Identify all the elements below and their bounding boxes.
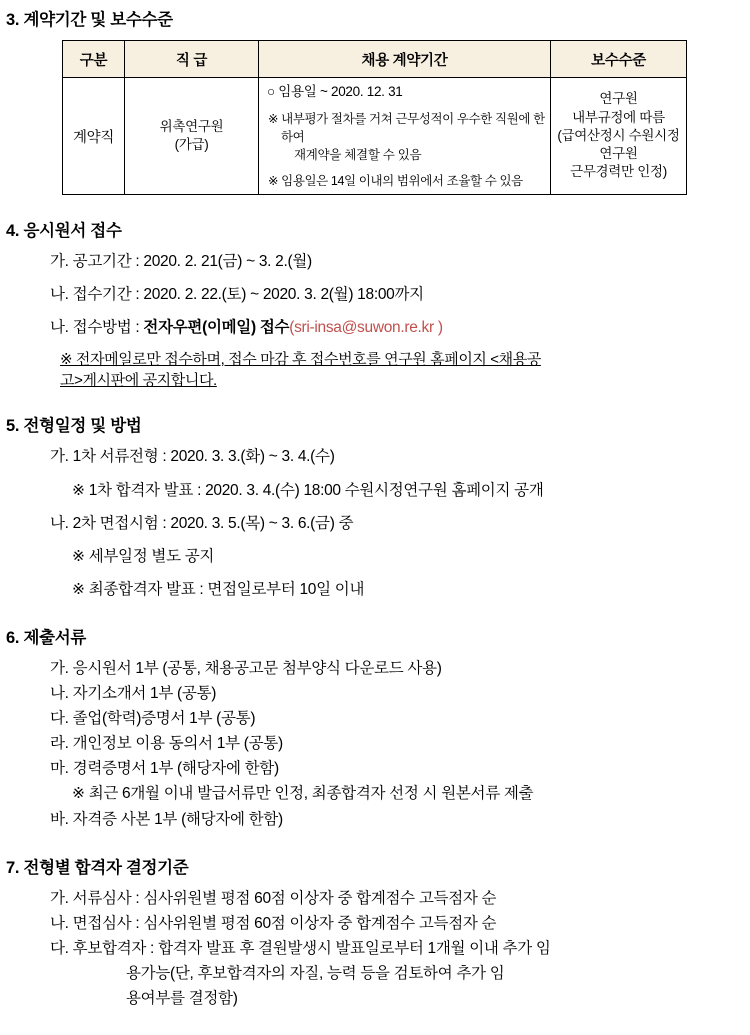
table-header-grade: 직 급 xyxy=(125,41,259,78)
contract-table xyxy=(62,40,687,195)
section4-note-line2: 고>게시판에 공지합니다. xyxy=(60,372,217,390)
table-header-type: 구분 xyxy=(63,41,125,78)
spacer xyxy=(0,307,750,315)
section-4-title: 응시원서 접수 xyxy=(23,222,122,241)
section5-item-1: ※ 1차 합격자 발표 : 2020. 3. 4.(수) 18:00 수원시정연구원 홈페이지 공개 xyxy=(72,481,544,499)
section7-item-3: 용가능(단, 후보합격자의 자질, 능력 등을 검토하여 추가 임 xyxy=(126,965,505,983)
section7-item-2: 다. 후보합격자 : 합격자 발표 후 결원발생시 발표일로부터 1개월 이내 추가 임 xyxy=(50,939,551,957)
section-4-number: 4. xyxy=(6,222,20,241)
section-heading-3 xyxy=(0,0,750,30)
section5-item-0: 가. 1차 서류전형 : 2020. 3. 3.(화) ~ 3. 4.(수) xyxy=(50,448,335,466)
section5-item-4: ※ 최종합격자 발표 : 면접일로부터 10일 이내 xyxy=(72,580,365,598)
spacer xyxy=(0,536,750,544)
section5-item-3: ※ 세부일정 별도 공지 xyxy=(72,547,215,565)
section7-item-4: 용여부를 결정함) xyxy=(126,990,238,1008)
section4-note-line1: ※ 전자메일로만 접수하며, 접수 마감 후 접수번호를 연구원 홈페이지 <채용공 xyxy=(60,351,541,369)
spacer xyxy=(0,648,750,656)
section-5-title: 전형일정 및 방법 xyxy=(23,417,142,436)
section4-method-prefix: 나. 접수방법 : xyxy=(50,319,144,337)
section6-item-5: ※ 최근 6개월 이내 발급서류만 인정, 최종합격자 선정 시 원본서류 제출 xyxy=(72,785,534,803)
spacer xyxy=(0,241,750,249)
section-6-number: 6. xyxy=(6,628,20,647)
spacer xyxy=(0,390,750,412)
section-6-title: 제출서류 xyxy=(23,628,87,647)
spacer xyxy=(0,569,750,577)
cell-pay-line1: 연구원 xyxy=(599,91,638,107)
section4-item-0: 가. 공고기간 : 2020. 2. 21(금) ~ 3. 2.(월) xyxy=(50,253,312,271)
section-5-number: 5. xyxy=(6,417,20,436)
spacer xyxy=(0,878,750,886)
section-heading-6 xyxy=(0,624,750,648)
section6-item-4: 마. 경력증명서 1부 (해당자에 한함) xyxy=(50,760,279,778)
cell-pay xyxy=(551,78,687,195)
section6-item-3: 라. 개인정보 이용 동의서 1부 (공통) xyxy=(50,735,283,753)
cell-grade-line2: (가급) xyxy=(174,137,209,153)
section6-item-0: 가. 응시원서 1부 (공통, 채용공고문 첨부양식 다운로드 사용) xyxy=(50,659,442,677)
spacer xyxy=(267,164,548,172)
spacer xyxy=(0,503,750,511)
section4-note xyxy=(0,348,750,390)
spacer xyxy=(0,832,750,854)
table-header-period: 채용 계약기간 xyxy=(259,41,551,78)
section6-item-2: 다. 졸업(학력)증명서 1부 (공통) xyxy=(50,710,256,728)
section4-method-bold: 전자우편(이메일) 접수 xyxy=(143,319,290,337)
cell-period-note2: ※ 임용일은 14일 이내의 범위에서 조율할 수 있음 xyxy=(268,173,523,188)
section-7-title: 전형별 합격자 결정기준 xyxy=(23,858,189,877)
table-header-row xyxy=(63,41,687,78)
section-7-number: 7. xyxy=(6,858,20,877)
spacer xyxy=(0,602,750,624)
section6-item-6: 바. 자격증 사본 1부 (해당자에 한함) xyxy=(50,810,283,828)
section5-item-2: 나. 2차 면접시험 : 2020. 3. 5.(목) ~ 3. 6.(금) 중 xyxy=(50,514,354,532)
cell-pay-line4: 근무경력만 인정) xyxy=(570,164,667,180)
cell-grade-line1: 위촉연구원 xyxy=(159,118,224,134)
cell-pay-line2: 내부규정에 따름 xyxy=(572,109,665,125)
spacer xyxy=(0,436,750,444)
section-heading-4 xyxy=(0,217,750,241)
section-3-number: 3. xyxy=(6,11,20,29)
table-row xyxy=(63,78,687,195)
spacer xyxy=(267,102,548,110)
cell-period xyxy=(259,78,551,195)
section4-item-1: 나. 접수기간 : 2020. 2. 22.(토) ~ 2020. 3. 2(월) 18:00까지 xyxy=(50,286,424,304)
spacer xyxy=(0,470,750,478)
cell-period-main: ○ 임용일 ~ 2020. 12. 31 xyxy=(267,84,403,99)
spacer xyxy=(0,195,750,217)
spacer xyxy=(0,274,750,282)
section-3-title: 계약기간 및 보수수준 xyxy=(23,11,173,29)
cell-period-note1-line1: ※ 내부평가 절차를 거쳐 근무성적이 우수한 직원에 한하여 xyxy=(268,111,545,144)
section7-item-1: 나. 면접심사 : 심사위원별 평점 60점 이상자 중 합계점수 고득점자 순 xyxy=(50,914,497,932)
section-heading-5 xyxy=(0,412,750,436)
section7-item-0: 가. 서류심사 : 심사위원별 평점 60점 이상자 중 합계점수 고득점자 순 xyxy=(50,889,497,907)
application-email[interactable]: (sri-insa@suwon.re.kr ) xyxy=(289,319,443,337)
cell-grade xyxy=(125,78,259,195)
section4-method xyxy=(0,315,750,340)
cell-type: 계약직 xyxy=(63,78,125,195)
section6-item-1: 나. 자기소개서 1부 (공통) xyxy=(50,685,217,703)
cell-period-note1-line2: 재계약을 체결할 수 있음 xyxy=(294,147,422,162)
table-header-pay: 보수수준 xyxy=(551,41,687,78)
spacer xyxy=(0,340,750,348)
cell-pay-line3: (급여산정시 수원시정연구원 xyxy=(557,127,680,162)
section-heading-7 xyxy=(0,854,750,878)
